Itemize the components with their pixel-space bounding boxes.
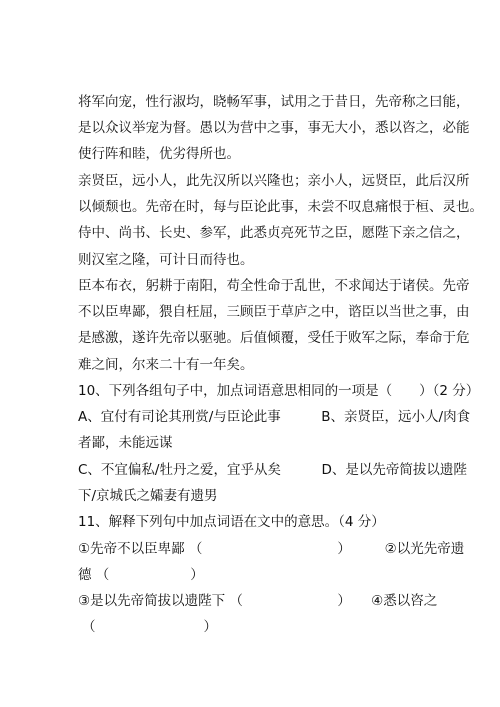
passage-line-5: 以倾颓也。先帝在时，每与臣论此事，未尝不叹息痛恨于桓、灵也。 <box>78 199 483 215</box>
passage-line-3: 使行阵和睦，优劣得所也。 <box>78 146 240 162</box>
passage-line-4: 亲贤臣，远小人，此先汉所以兴隆也；亲小人，远贤臣，此后汉所 <box>78 173 470 189</box>
question-11-line-3: ③是以先帝简拔以遗陛下 （ ） ④悉以咨之 <box>78 593 438 609</box>
question-11-line-2: 德 （ ） <box>78 567 204 583</box>
passage-line-11: 难之间，尔来二十有一年矣。 <box>78 357 254 373</box>
question-10-option-line-2: 者鄙，未能远谋 <box>78 435 173 451</box>
passage-line-8: 臣本布衣，躬耕于南阳，苟全性命于乱世，不求闻达于诸侯。先帝 <box>78 278 470 294</box>
question-10-option-line-3: C、不宜偏私/牡丹之爱，宜乎从矣 D、是以先帝简拔以遗陛 <box>78 462 467 478</box>
question-11-line-1: ①先帝不以臣卑鄙 （ ） ②以光先帝遗 <box>78 541 465 557</box>
passage-line-9: 不以臣卑鄙，猥自枉屈，三顾臣于草庐之中，谘臣以当世之事，由 <box>78 304 470 320</box>
passage-line-1: 将军向宠，性行淑均，晓畅军事，试用之于昔日，先帝称之曰能， <box>78 94 470 110</box>
passage-line-10: 是感激，遂许先帝以驱驰。后值倾覆，受任于败军之际，奉命于危 <box>78 330 470 346</box>
passage-line-2: 是以众议举宠为督。愚以为营中之事，事无大小，悉以咨之，必能 <box>78 120 470 136</box>
passage-line-6: 侍中、尚书、长史、参军，此悉贞亮死节之臣，愿陛下亲之信之， <box>78 225 470 241</box>
question-11-line-4: （ ） <box>82 619 217 635</box>
question-10-option-line-4: 下/京城氏之孀妻有遗男 <box>78 488 218 504</box>
question-11-stem: 11、解释下列句中加点词语在文中的意思。（4 分） <box>78 514 385 530</box>
question-10-option-line-1: A、宜付有司论其刑赏/与臣论此事 B、亲贤臣，远小人/肉食 <box>78 409 471 425</box>
passage-line-7: 则汉室之隆，可计日而待也。 <box>78 252 254 268</box>
question-10-stem: 10、下列各组句子中，加点词语意思相同的一项是（ ）（2 分） <box>78 383 480 399</box>
